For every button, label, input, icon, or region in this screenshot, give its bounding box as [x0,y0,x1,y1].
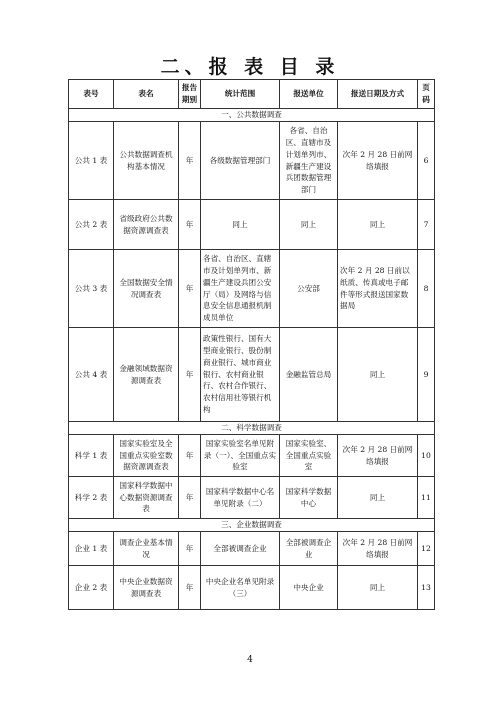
cell-code: 公共 4 表 [69,328,114,422]
cell-page: 8 [418,250,435,328]
header-unit: 报送单位 [280,80,338,109]
cell-period: 年 [179,477,201,519]
cell-name: 省级政府公共数据资源调查表 [114,200,179,250]
page-title: 二、报 表 目 录 [160,56,340,78]
header-page: 页码 [418,80,435,109]
cell-unit: 同上 [280,200,338,250]
cell-name: 金融领域数据资源调查表 [114,328,179,422]
cell-method: 同上 [338,566,418,610]
report-catalog-table [68,79,435,610]
cell-method: 同上 [338,477,418,519]
cell-method: 次年 2 月 28 日前以纸质、传真或电子邮件等形式报送国家数据局 [338,250,418,328]
cell-method: 同上 [338,200,418,250]
cell-code: 科学 2 表 [69,477,114,519]
cell-scope: 国家实验室名单见附录（一）、全国重点实验室 [201,435,280,477]
cell-unit: 全部被调查企业 [280,532,338,566]
section-row-enterprise [69,519,435,532]
cell-period: 年 [179,200,201,250]
table-row [69,566,435,610]
cell-page: 10 [418,435,435,477]
cell-method: 次年 2 月 28 日前网络填报 [338,122,418,200]
cell-code: 科学 1 表 [69,435,114,477]
cell-unit: 公安部 [280,250,338,328]
cell-method: 次年 2 月 28 日前网络填报 [338,435,418,477]
section-row-science [69,422,435,435]
cell-scope: 政策性银行、国有大型商业银行、股份制商业银行、城市商业银行、农村商业银行、农村合作银行、农村信用社等银行机构 [201,328,280,422]
cell-unit: 各省、自治区、直辖市及计划单列市、新疆生产建设兵团数据管理部门 [280,122,338,200]
cell-name: 中央企业数据资源调查表 [114,566,179,610]
cell-method: 次年 2 月 28 日前网络填报 [338,532,418,566]
table-row [69,200,435,250]
cell-scope: 国家科学数据中心名单见附录（二） [201,477,280,519]
header-method: 报送日期及方式 [338,80,418,109]
table-row [69,435,435,477]
cell-scope: 同上 [201,200,280,250]
header-scope: 统计范围 [201,80,280,109]
section-row-public [69,109,435,122]
cell-unit: 中央企业 [280,566,338,610]
cell-page: 13 [418,566,435,610]
cell-code: 公共 3 表 [69,250,114,328]
cell-code: 企业 1 表 [69,532,114,566]
cell-page: 11 [418,477,435,519]
cell-code: 公共 1 表 [69,122,114,200]
cell-page: 9 [418,328,435,422]
cell-page: 12 [418,532,435,566]
table-row [69,122,435,200]
cell-code: 公共 2 表 [69,200,114,250]
table-row [69,532,435,566]
cell-scope: 全部被调查企业 [201,532,280,566]
section-title: 二、科学数据调查 [69,422,435,435]
cell-scope: 中央企业名单见附录（三） [201,566,280,610]
cell-page: 7 [418,200,435,250]
cell-method: 同上 [338,328,418,422]
header-period: 报告期别 [179,80,201,109]
header-name: 表名 [114,80,179,109]
cell-page: 6 [418,122,435,200]
table-header-row [69,80,435,109]
cell-period: 年 [179,566,201,610]
cell-unit: 金融监管总局 [280,328,338,422]
cell-period: 年 [179,532,201,566]
table-row [69,328,435,422]
cell-period: 年 [179,250,201,328]
header-code: 表号 [69,80,114,109]
cell-scope: 各级数据管理部门 [201,122,280,200]
cell-name: 国家实验室及全国重点实验室数据资源调查表 [114,435,179,477]
cell-name: 国家科学数据中心数据资源调查表 [114,477,179,519]
page-number: 4 [247,655,253,665]
section-title: 一、公共数据调查 [69,109,435,122]
cell-period: 年 [179,122,201,200]
table-row [69,250,435,328]
table-row [69,477,435,519]
cell-code: 企业 2 表 [69,566,114,610]
cell-unit: 国家科学数据中心 [280,477,338,519]
cell-name: 调查企业基本情况 [114,532,179,566]
cell-name: 公共数据调查机构基本情况 [114,122,179,200]
cell-period: 年 [179,435,201,477]
cell-unit: 国家实验室、全国重点实验室 [280,435,338,477]
cell-scope: 各省、自治区、直辖市及计划单列市、新疆生产建设兵团公安厅（局）及网络与信息安全信息通报机制成员单位 [201,250,280,328]
section-title: 三、企业数据调查 [69,519,435,532]
cell-name: 全国数据安全情况调查表 [114,250,179,328]
cell-period: 年 [179,328,201,422]
